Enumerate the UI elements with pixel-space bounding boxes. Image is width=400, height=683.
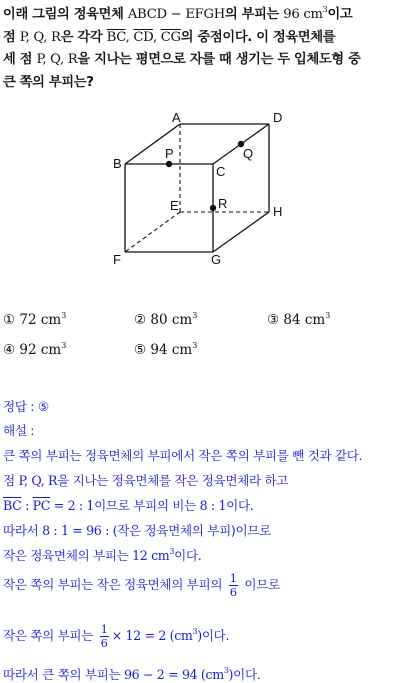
label-d: D <box>273 110 283 125</box>
math-comma: , <box>125 29 134 45</box>
fraction-one-sixth <box>229 572 238 599</box>
choice-2[interactable] <box>134 312 197 328</box>
label-c: C <box>216 164 226 179</box>
solution-line-4 <box>3 520 271 539</box>
question-line-3 <box>3 49 397 72</box>
fraction-one-sixth <box>100 623 109 650</box>
math-expression: × 12 = 2 (cm <box>111 628 193 643</box>
solution-text-part: 작은 쪽의 부피는 <box>3 628 97 643</box>
hidden-edge-ef <box>125 212 180 252</box>
solution-text-part: 점 <box>3 473 19 488</box>
math-ratio-colon: : <box>21 498 33 513</box>
math-abcd: ABCD <box>127 7 167 22</box>
label-a: A <box>172 110 181 125</box>
math-exponent: 3 <box>223 666 229 675</box>
label-b: B <box>113 156 122 171</box>
choice-5[interactable] <box>134 342 197 358</box>
math-paren: ) <box>197 628 202 643</box>
solution-text-part: 이므로 <box>235 523 271 538</box>
question-text <box>3 4 397 94</box>
math-efgh: EFGH <box>185 7 225 22</box>
math-segment-cd: $\overline{CD}$ <box>133 29 153 45</box>
label-f: F <box>113 252 121 267</box>
question-text-part: 을 지나는 평면으로 자를 때 생기는 두 입체도형 중 <box>77 52 361 67</box>
solution-line-8 <box>3 664 260 683</box>
choice-exponent: 3 <box>192 341 198 350</box>
math-ratio: 8 : 1 <box>199 498 227 513</box>
label-r: R <box>218 196 228 211</box>
math-points: P, Q, R <box>36 52 78 67</box>
fraction-denominator: 6 <box>229 585 237 599</box>
choice-mark: ③ <box>267 312 280 328</box>
solution-text-part: (작은 정육면체의 부피) <box>112 523 236 538</box>
solution-text-part: 을 지나는 정육면체를 작은 정육면체라 하고 <box>57 473 289 488</box>
choice-3[interactable] <box>267 312 330 328</box>
choice-value: 94 cm <box>150 342 193 358</box>
math-segment-bc: $\overline{BC}$ <box>106 29 126 45</box>
solution-text-part: 이다. <box>226 498 254 513</box>
choice-exponent: 3 <box>192 311 198 320</box>
solution-text-part: 이다. <box>174 548 202 563</box>
question-text-part: 이래 그림의 정육면체 <box>3 7 128 22</box>
choice-mark: ② <box>134 312 147 328</box>
cube-figure <box>0 100 400 280</box>
solution-line-1: 큰 쪽의 부피는 정육면체의 부피에서 작은 쪽의 부피를 뺀 것과 같다. <box>3 448 363 463</box>
question-text-part: 이고 <box>327 7 353 22</box>
solution-text-part: 작은 쪽의 부피는 작은 정육면체의 부피의 <box>3 577 226 592</box>
choice-exponent: 3 <box>61 311 67 320</box>
choice-1[interactable] <box>3 312 66 328</box>
choice-exponent: 3 <box>61 341 67 350</box>
solution-line-6 <box>3 572 280 599</box>
solution-text-part: 따라서 <box>3 523 43 538</box>
choice-value: 80 cm <box>150 312 193 328</box>
math-segment-pc: $\overline{PC}$ <box>32 498 51 513</box>
solution-text-part: 이므로 부피의 비는 <box>94 498 200 513</box>
label-e: E <box>170 198 179 213</box>
question-text-part: 세 점 <box>3 52 37 67</box>
question-text-part: 의 부피는 <box>224 7 284 22</box>
fraction-denominator: 6 <box>100 636 108 650</box>
solution-line-2 <box>3 470 288 489</box>
solution-heading: 해설 : <box>3 423 35 438</box>
label-q: Q <box>243 146 254 161</box>
fraction-numerator: 1 <box>229 571 237 585</box>
math-points: P, Q, R <box>19 29 61 45</box>
math-ratio: = 2 : 1 <box>50 498 95 513</box>
choice-mark: ④ <box>3 342 16 358</box>
question-line-4: 큰 쪽의 부피는? <box>3 74 94 90</box>
math-exponent: 3 <box>169 547 175 556</box>
math-volume: 96 cm <box>283 7 323 22</box>
math-exponent: 3 <box>192 627 198 636</box>
solution-text-part: 작은 정육면체의 부피는 <box>3 548 133 563</box>
math-comma: , <box>152 29 161 45</box>
math-segment-cg: $\overline{CG}$ <box>160 29 181 45</box>
math-expression: 96 − 2 = 94 (cm <box>123 667 224 682</box>
choice-value: 84 cm <box>283 312 326 328</box>
edge-hg <box>213 212 269 252</box>
choice-exponent: 3 <box>325 311 331 320</box>
math-volume: 12 cm <box>132 548 170 563</box>
point-p <box>166 161 172 167</box>
math-exponent: 3 <box>322 5 328 14</box>
choice-value: 72 cm <box>19 312 62 328</box>
solution-text-part: 따라서 큰 쪽의 부피는 <box>3 667 124 682</box>
label-h: H <box>273 204 283 219</box>
point-r <box>210 205 216 211</box>
solution-line-3 <box>3 495 253 514</box>
choice-value: 92 cm <box>19 342 62 358</box>
choice-mark: ① <box>3 312 16 328</box>
question-text-part: 의 중점이다. 이 정육면체를 <box>180 29 336 45</box>
solution-text-part: 이다. <box>201 628 230 643</box>
math-points: P, Q, R <box>18 473 58 488</box>
solution-line-5 <box>3 545 201 564</box>
choice-4[interactable] <box>3 342 66 358</box>
math-dash: − <box>166 7 186 22</box>
question-text-part: 은 각각 <box>60 29 107 45</box>
question-line-2 <box>3 27 397 50</box>
solution-text-part: 이다. <box>233 667 261 682</box>
solution-line-7 <box>3 623 229 650</box>
math-paren: ) <box>228 667 234 682</box>
math-segment-bc: $\overline{BC}$ <box>3 498 22 513</box>
label-g: G <box>211 252 222 267</box>
choice-mark: ⑤ <box>134 342 147 358</box>
question-text-part: 점 <box>3 29 20 45</box>
fraction-numerator: 1 <box>100 622 108 636</box>
solution-text-part: 이므로 <box>240 577 280 592</box>
label-p: P <box>165 146 174 161</box>
question-line-1 <box>3 4 397 27</box>
answer-line: 정답 : ⑤ <box>3 399 49 414</box>
math-proportion: 8 : 1 = 96 : <box>42 523 113 538</box>
